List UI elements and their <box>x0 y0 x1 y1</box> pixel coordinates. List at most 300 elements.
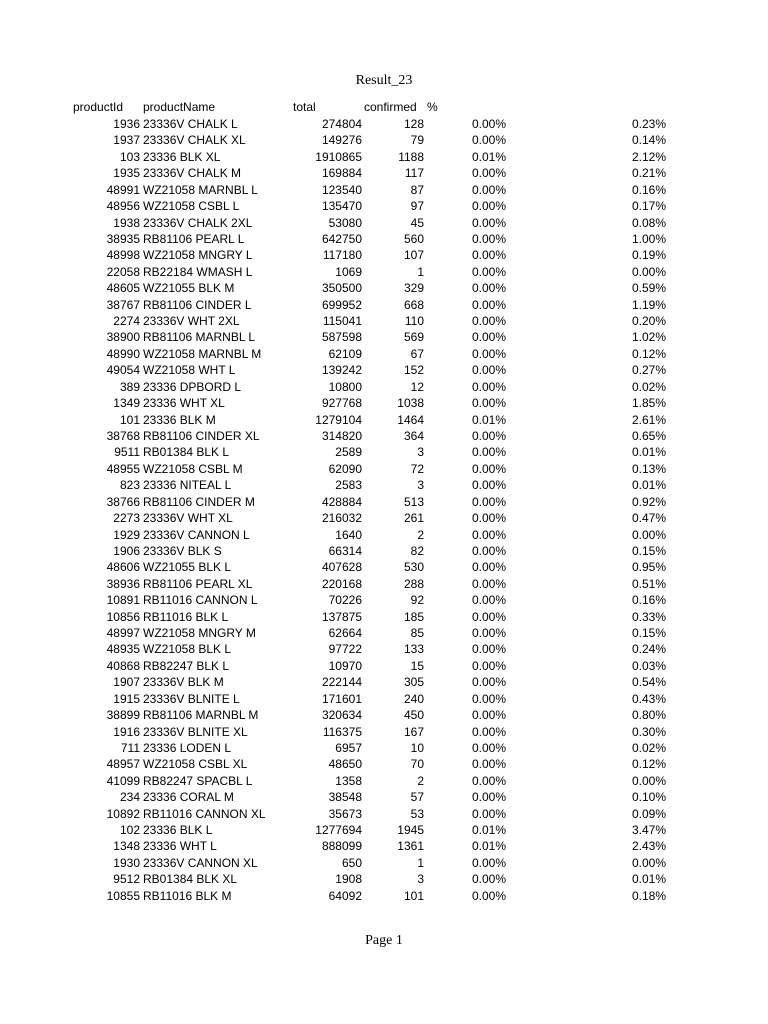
table-row <box>0 543 768 559</box>
cell-product-id: 102 <box>119 823 140 838</box>
cell-total: 1358 <box>335 773 362 788</box>
table-row <box>0 297 768 313</box>
cell-confirmed: 15 <box>410 658 424 673</box>
cell-total: 70226 <box>328 593 362 608</box>
cell-percent: 0.00% <box>471 691 506 706</box>
cell-total: 48650 <box>328 757 362 772</box>
cell-product-name: 23336 NITEAL L <box>143 478 232 493</box>
cell-share: 0.59% <box>631 281 666 296</box>
cell-share: 1.19% <box>631 297 666 312</box>
cell-confirmed: 107 <box>403 248 424 263</box>
cell-percent: 0.01% <box>471 149 506 164</box>
cell-product-id: 1348 <box>113 839 140 854</box>
table-row <box>0 395 768 411</box>
cell-share: 0.02% <box>631 740 666 755</box>
cell-product-name: 23336 WHT XL <box>143 396 225 411</box>
cell-product-name: WZ21058 MNGRY M <box>143 626 256 641</box>
cell-product-name: WZ21055 BLK L <box>143 560 232 575</box>
cell-confirmed: 3 <box>417 478 424 493</box>
cell-percent: 0.00% <box>471 478 506 493</box>
table-row <box>0 756 768 772</box>
cell-total: 137875 <box>321 609 362 624</box>
cell-confirmed: 110 <box>404 314 424 329</box>
cell-total: 62090 <box>328 461 362 476</box>
cell-share: 3.47% <box>631 823 666 838</box>
cell-percent: 0.00% <box>471 888 506 903</box>
table-row <box>0 510 768 526</box>
table-row <box>0 198 768 214</box>
table-row <box>0 182 768 198</box>
cell-percent: 0.00% <box>471 182 506 197</box>
cell-total: 927768 <box>321 396 362 411</box>
table-row <box>0 379 768 395</box>
cell-product-name: 23336 BLK XL <box>143 149 221 164</box>
cell-confirmed: 240 <box>403 691 424 706</box>
cell-percent: 0.00% <box>471 576 506 591</box>
header-total: total <box>293 100 316 114</box>
cell-confirmed: 70 <box>410 757 424 772</box>
cell-confirmed: 1361 <box>397 839 424 854</box>
cell-product-name: 23336V BLK M <box>143 675 224 690</box>
cell-product-name: RB11016 BLK M <box>143 888 232 903</box>
cell-percent: 0.00% <box>471 675 506 690</box>
cell-percent: 0.00% <box>471 642 506 657</box>
cell-confirmed: 513 <box>403 494 424 509</box>
cell-product-name: WZ21058 WHT L <box>143 363 236 378</box>
cell-percent: 0.00% <box>471 511 506 526</box>
cell-share: 0.13% <box>631 461 666 476</box>
cell-total: 35673 <box>328 806 362 821</box>
cell-product-name: 23336V BLNITE XL <box>143 724 248 739</box>
cell-total: 428884 <box>321 494 362 509</box>
cell-share: 0.01% <box>631 872 666 887</box>
cell-percent: 0.00% <box>471 494 506 509</box>
cell-total: 10800 <box>328 379 362 394</box>
cell-confirmed: 560 <box>403 231 424 246</box>
cell-percent: 0.00% <box>471 724 506 739</box>
cell-product-id: 48957 <box>106 757 140 772</box>
cell-confirmed: 79 <box>410 133 424 148</box>
cell-percent: 0.00% <box>471 872 506 887</box>
cell-share: 2.12% <box>631 149 666 164</box>
table-row <box>0 707 768 723</box>
table-header <box>0 99 768 115</box>
cell-percent: 0.00% <box>471 527 506 542</box>
cell-total: 97722 <box>328 642 362 657</box>
cell-product-id: 1906 <box>113 543 140 558</box>
cell-share: 0.51% <box>631 576 666 591</box>
cell-share: 1.85% <box>631 396 666 411</box>
cell-product-id: 38899 <box>106 708 140 723</box>
cell-confirmed: 1464 <box>397 412 424 427</box>
table-row <box>0 806 768 822</box>
cell-product-name: WZ21058 MARNBL L <box>143 182 258 197</box>
cell-percent: 0.00% <box>471 379 506 394</box>
cell-confirmed: 152 <box>403 363 424 378</box>
cell-share: 0.15% <box>631 543 666 558</box>
cell-share: 0.23% <box>631 117 666 131</box>
table-row <box>0 641 768 657</box>
cell-product-name: RB81106 PEARL XL <box>143 576 253 591</box>
cell-total: 117180 <box>322 248 362 263</box>
cell-share: 0.10% <box>631 790 666 805</box>
cell-total: 222144 <box>321 675 362 690</box>
cell-percent: 0.00% <box>471 543 506 558</box>
cell-percent: 0.00% <box>471 231 506 246</box>
table-row <box>0 855 768 871</box>
cell-total: 2589 <box>335 445 362 460</box>
cell-product-id: 10892 <box>106 806 140 821</box>
cell-percent: 0.00% <box>471 215 506 230</box>
cell-share: 0.92% <box>631 494 666 509</box>
cell-confirmed: 1 <box>417 264 424 279</box>
table-row <box>0 149 768 165</box>
cell-percent: 0.00% <box>471 593 506 608</box>
cell-percent: 0.00% <box>471 740 506 755</box>
cell-product-id: 38767 <box>106 297 140 312</box>
cell-share: 0.12% <box>631 346 666 361</box>
cell-confirmed: 72 <box>410 461 424 476</box>
table-row <box>0 428 768 444</box>
cell-confirmed: 53 <box>410 806 424 821</box>
cell-percent: 0.00% <box>471 790 506 805</box>
cell-total: 6957 <box>335 740 362 755</box>
cell-confirmed: 133 <box>403 642 424 657</box>
cell-share: 0.95% <box>631 560 666 575</box>
cell-share: 0.33% <box>631 609 666 624</box>
cell-share: 0.16% <box>631 593 666 608</box>
cell-share: 0.65% <box>631 428 666 443</box>
cell-percent: 0.00% <box>471 133 506 148</box>
cell-product-name: 23336 BLK M <box>143 412 216 427</box>
table-row <box>0 231 768 247</box>
cell-share: 0.24% <box>631 642 666 657</box>
cell-total: 699952 <box>321 297 362 312</box>
table-row <box>0 609 768 625</box>
cell-product-name: RB82247 SPACBL L <box>143 773 253 788</box>
cell-total: 1640 <box>335 527 362 542</box>
table-row <box>0 444 768 460</box>
cell-product-name: RB81106 CINDER L <box>143 297 252 312</box>
cell-product-id: 48606 <box>106 560 140 575</box>
cell-share: 2.43% <box>631 839 666 854</box>
cell-confirmed: 10 <box>410 740 424 755</box>
cell-confirmed: 2 <box>417 527 424 542</box>
cell-share: 1.02% <box>631 330 666 345</box>
cell-product-name: 23336V CHALK L <box>143 117 238 131</box>
cell-percent: 0.00% <box>471 773 506 788</box>
cell-product-name: RB81106 CINDER M <box>143 494 255 509</box>
table-row <box>0 461 768 477</box>
table-row <box>0 888 768 904</box>
cell-product-name: 23336V CANNON L <box>143 527 250 542</box>
table-row <box>0 215 768 231</box>
table-row <box>0 247 768 263</box>
cell-total: 220168 <box>321 576 362 591</box>
cell-percent: 0.00% <box>471 248 506 263</box>
cell-product-id: 1916 <box>113 724 140 739</box>
cell-product-name: WZ21058 MARNBL M <box>143 346 262 361</box>
table-row <box>0 674 768 690</box>
cell-product-name: WZ21058 CSBL M <box>143 461 243 476</box>
cell-product-name: RB81106 MARNBL L <box>143 330 256 345</box>
cell-product-id: 1937 <box>113 133 140 148</box>
cell-product-name: RB82247 BLK L <box>143 658 230 673</box>
cell-total: 1069 <box>335 264 362 279</box>
cell-share: 0.00% <box>631 773 666 788</box>
cell-percent: 0.00% <box>471 708 506 723</box>
cell-product-id: 38900 <box>106 330 140 345</box>
cell-percent: 0.00% <box>471 281 506 296</box>
cell-confirmed: 288 <box>403 576 424 591</box>
cell-confirmed: 261 <box>403 511 424 526</box>
cell-confirmed: 305 <box>403 675 424 690</box>
cell-share: 0.03% <box>631 658 666 673</box>
table-row <box>0 412 768 428</box>
cell-product-id: 1907 <box>113 675 140 690</box>
cell-product-id: 48935 <box>106 642 140 657</box>
table-row <box>0 494 768 510</box>
cell-total: 38548 <box>328 790 362 805</box>
cell-product-id: 48990 <box>106 346 140 361</box>
cell-percent: 0.00% <box>471 560 506 575</box>
cell-percent: 0.00% <box>471 117 506 131</box>
cell-percent: 0.00% <box>471 757 506 772</box>
cell-total: 1277694 <box>315 823 362 838</box>
cell-product-name: WZ21055 BLK M <box>143 281 235 296</box>
cell-product-id: 38766 <box>106 494 140 509</box>
cell-product-id: 389 <box>119 379 140 394</box>
cell-product-name: 23336V WHT XL <box>143 511 233 526</box>
cell-product-id: 101 <box>119 412 140 427</box>
table-row <box>0 724 768 740</box>
cell-total: 2583 <box>335 478 362 493</box>
cell-share: 0.18% <box>631 888 666 903</box>
cell-percent: 0.00% <box>471 855 506 870</box>
cell-product-id: 10856 <box>106 609 140 624</box>
cell-total: 642750 <box>321 231 362 246</box>
cell-product-name: RB81106 PEARL L <box>143 231 245 246</box>
table-row <box>0 871 768 887</box>
cell-total: 1279104 <box>315 412 362 427</box>
table-row <box>0 559 768 575</box>
cell-percent: 0.00% <box>471 461 506 476</box>
cell-product-id: 38935 <box>106 231 140 246</box>
cell-total: 407628 <box>321 560 362 575</box>
table-row <box>0 740 768 756</box>
cell-product-id: 1935 <box>113 166 140 181</box>
cell-total: 62109 <box>328 346 362 361</box>
cell-share: 1.00% <box>631 231 666 246</box>
cell-share: 0.01% <box>631 478 666 493</box>
cell-product-id: 1915 <box>113 691 140 706</box>
cell-product-name: RB11016 CANNON XL <box>143 806 266 821</box>
cell-total: 320634 <box>321 708 362 723</box>
cell-total: 888099 <box>321 839 362 854</box>
cell-product-name: RB81106 MARNBL M <box>143 708 259 723</box>
cell-share: 0.21% <box>631 166 666 181</box>
cell-product-name: WZ21058 CSBL XL <box>143 757 248 772</box>
table-row <box>0 264 768 280</box>
table-row <box>0 789 768 805</box>
table-row <box>0 477 768 493</box>
cell-product-id: 49054 <box>106 363 140 378</box>
cell-confirmed: 45 <box>410 215 424 230</box>
cell-percent: 0.00% <box>471 428 506 443</box>
cell-percent: 0.01% <box>471 839 506 854</box>
cell-share: 2.61% <box>631 412 666 427</box>
cell-share: 0.15% <box>631 626 666 641</box>
cell-product-id: 234 <box>119 790 140 805</box>
cell-share: 0.17% <box>631 199 666 214</box>
cell-product-name: RB81106 CINDER XL <box>143 428 260 443</box>
cell-share: 0.47% <box>631 511 666 526</box>
cell-confirmed: 668 <box>403 297 424 312</box>
cell-confirmed: 92 <box>410 593 424 608</box>
cell-product-id: 2273 <box>113 511 140 526</box>
cell-percent: 0.00% <box>471 363 506 378</box>
cell-share: 0.12% <box>631 757 666 772</box>
cell-total: 10970 <box>328 658 362 673</box>
cell-product-name: WZ21058 CSBL L <box>143 199 240 214</box>
cell-confirmed: 82 <box>410 543 424 558</box>
cell-total: 139242 <box>321 363 362 378</box>
table-row <box>0 132 768 148</box>
cell-product-id: 38768 <box>106 428 140 443</box>
cell-total: 171601 <box>321 691 362 706</box>
cell-percent: 0.00% <box>471 626 506 641</box>
cell-product-id: 48955 <box>106 461 140 476</box>
cell-confirmed: 101 <box>403 888 424 903</box>
cell-confirmed: 530 <box>403 560 424 575</box>
cell-product-id: 48998 <box>106 248 140 263</box>
cell-product-id: 103 <box>119 149 140 164</box>
cell-total: 587598 <box>321 330 362 345</box>
cell-total: 62664 <box>328 626 362 641</box>
header-product-name: productName <box>143 100 216 114</box>
cell-percent: 0.00% <box>471 806 506 821</box>
header-percent: % <box>427 100 438 114</box>
cell-percent: 0.00% <box>471 199 506 214</box>
cell-total: 1908 <box>335 872 362 887</box>
cell-confirmed: 3 <box>417 445 424 460</box>
cell-product-id: 9512 <box>113 872 140 887</box>
cell-product-name: 23336 WHT L <box>143 839 217 854</box>
cell-total: 53080 <box>328 215 362 230</box>
cell-product-name: RB01384 BLK XL <box>143 872 238 887</box>
cell-share: 0.30% <box>631 724 666 739</box>
cell-share: 0.54% <box>631 675 666 690</box>
cell-product-name: 23336V CANNON XL <box>143 855 258 870</box>
cell-confirmed: 87 <box>410 182 424 197</box>
cell-total: 66314 <box>328 543 362 558</box>
cell-product-id: 48991 <box>106 182 140 197</box>
cell-percent: 0.00% <box>471 314 506 329</box>
cell-share: 0.08% <box>631 215 666 230</box>
table-row <box>0 773 768 789</box>
cell-total: 350500 <box>321 281 362 296</box>
cell-share: 0.27% <box>631 363 666 378</box>
cell-product-name: RB11016 CANNON L <box>143 593 258 608</box>
cell-share: 0.20% <box>631 314 666 329</box>
cell-percent: 0.00% <box>471 330 506 345</box>
cell-confirmed: 1188 <box>398 149 424 164</box>
cell-product-id: 1936 <box>113 117 140 131</box>
cell-product-name: 23336 BLK L <box>143 823 213 838</box>
cell-confirmed: 85 <box>410 626 424 641</box>
cell-total: 116375 <box>322 724 362 739</box>
cell-share: 0.16% <box>631 182 666 197</box>
cell-product-id: 1930 <box>113 855 140 870</box>
cell-share: 0.43% <box>631 691 666 706</box>
cell-percent: 0.00% <box>471 609 506 624</box>
cell-percent: 0.00% <box>471 166 506 181</box>
cell-share: 0.00% <box>631 264 666 279</box>
cell-product-name: 23336V WHT 2XL <box>143 314 240 329</box>
cell-product-id: 38936 <box>106 576 140 591</box>
cell-product-id: 2274 <box>113 314 140 329</box>
page-footer: Page 1 <box>365 933 403 948</box>
cell-confirmed: 167 <box>403 724 424 739</box>
cell-share: 0.09% <box>631 806 666 821</box>
table-row <box>0 527 768 543</box>
cell-share: 0.19% <box>631 248 666 263</box>
header-product-id: productId <box>73 100 124 114</box>
cell-share: 0.00% <box>631 527 666 542</box>
page-title: Result_23 <box>355 73 413 88</box>
cell-product-name: RB22184 WMASH L <box>143 264 253 279</box>
cell-share: 0.14% <box>631 133 666 148</box>
cell-product-id: 1938 <box>113 215 140 230</box>
cell-confirmed: 569 <box>403 330 424 345</box>
cell-confirmed: 12 <box>410 379 424 394</box>
cell-share: 0.00% <box>631 855 666 870</box>
cell-product-name: 23336 CORAL M <box>143 790 234 805</box>
cell-percent: 0.00% <box>471 658 506 673</box>
table-row <box>0 592 768 608</box>
cell-confirmed: 329 <box>403 281 424 296</box>
cell-confirmed: 57 <box>410 790 424 805</box>
cell-product-name: 23336V CHALK XL <box>143 133 246 148</box>
table-row <box>0 362 768 378</box>
cell-confirmed: 2 <box>417 773 424 788</box>
cell-total: 149276 <box>321 133 362 148</box>
cell-product-id: 711 <box>120 740 140 755</box>
cell-percent: 0.00% <box>471 264 506 279</box>
table-row <box>0 658 768 674</box>
cell-confirmed: 1038 <box>397 396 424 411</box>
cell-total: 650 <box>341 855 362 870</box>
cell-total: 135470 <box>321 199 362 214</box>
cell-confirmed: 3 <box>417 872 424 887</box>
table-row <box>0 346 768 362</box>
table-row <box>0 822 768 838</box>
header-confirmed: confirmed <box>364 100 417 114</box>
cell-confirmed: 1945 <box>397 823 424 838</box>
table-row <box>0 116 768 132</box>
cell-product-id: 48997 <box>106 626 140 641</box>
cell-product-id: 48605 <box>106 281 140 296</box>
table-row <box>0 329 768 345</box>
cell-product-name: 23336 DPBORD L <box>143 379 242 394</box>
table-row <box>0 625 768 641</box>
cell-product-id: 1929 <box>113 527 140 542</box>
cell-total: 274804 <box>321 117 362 131</box>
cell-total: 123540 <box>321 182 362 197</box>
table-row <box>0 165 768 181</box>
cell-product-name: 23336 LODEN L <box>143 740 232 755</box>
cell-total: 169884 <box>321 166 362 181</box>
